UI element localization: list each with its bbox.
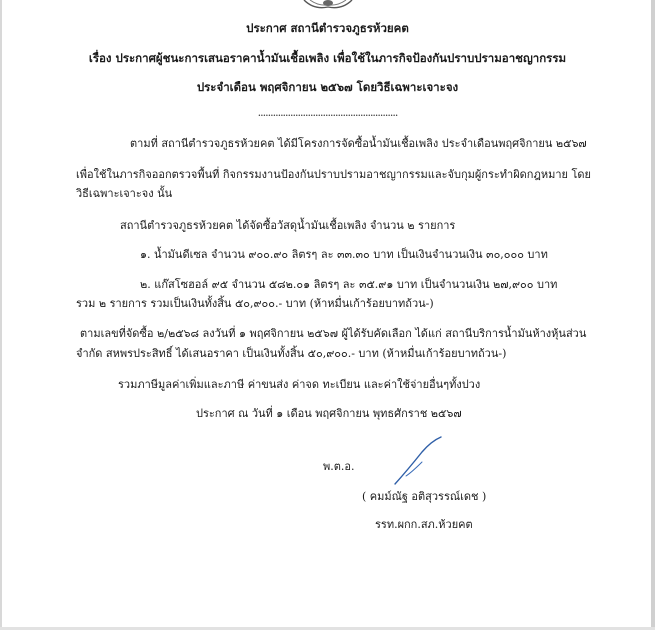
item-diesel: ๑. น้ำมันดีเซล จำนวน ๙๐๐.๙๐ ลิตรๆ ละ ๓๓.๓๐ บาท เป็นเงินจำนวนเงิน ๓๐,๐๐๐ บาท <box>140 248 548 261</box>
page-border-left <box>0 0 2 630</box>
announce-date: ประกาศ ณ วันที่ ๑ เดือน พฤศจิกายน พุทธศักราช ๒๕๖๗ <box>196 407 462 420</box>
award-line-2: จำกัด สหพรประสิทธิ์ ได้เสนอราคา เป็นเงินทั้งสิ้น ๕๐,๙๐๐.- บาท (ห้าหมื่นเก้าร้อยบาทถ้วน-) <box>76 347 507 360</box>
handwritten-signature-icon <box>392 436 444 488</box>
paragraph-1-line-1: ตามที่ สถานีตำรวจภูธรห้วยคต ได้มีโครงการจัดซื้อน้ำมันเชื้อเพลิง ประจำเดือนพฤศจิกายน ๒๕๖๗ <box>130 137 587 150</box>
signer-position: รรท.ผกก.สภ.ห้วยคต <box>375 518 473 531</box>
announcement-period: ประจำเดือน พฤศจิกายน ๒๕๖๗ โดยวิธีเฉพาะเจาะจง <box>196 80 459 94</box>
paragraph-2: สถานีตำรวจภูธรห้วยคต ได้จัดซื้อวัสดุน้ำมันเชื้อเพลิง จำนวน ๒ รายการ <box>120 219 456 232</box>
page-border-right <box>651 0 655 630</box>
total-amount: รวม ๒ รายการ รวมเป็นเงินทั้งสิ้น ๕๐,๙๐๐.- บาท (ห้าหมื่นเก้าร้อยบาทถ้วน-) <box>76 297 434 310</box>
signer-name: ( คมม์ณัฐ อติสุวรรณ์เดช ) <box>362 490 487 503</box>
paragraph-1-line-2: เพื่อใช้ในภารกิจออกตรวจพื้นที่ กิจกรรมงานป้องกันปราบปรามอาชญากรรมและจับกุมผู้กระทำผิดกฎหมาย โดย <box>76 168 591 181</box>
vat-note: รวมภาษีมูลค่าเพิ่มและภาษี ค่าขนส่ง ค่าจด ทะเบียน และค่าใช้จ่ายอื่นๆทั้งปวง <box>118 378 481 391</box>
item-gasohol-95: ๒. แก๊สโซฮอล์ ๙๕ จำนวน ๕๘๒.๐๑ ลิตรๆ ละ ๓๕.๙๑ บาท เป็นจำนวนเงิน ๒๗,๙๐๐ บาท <box>140 278 558 291</box>
signer-rank: พ.ต.อ. <box>323 460 355 473</box>
dotted-separator: ........................................................ <box>257 106 398 119</box>
announcement-subject: เรื่อง ประกาศผู้ชนะการเสนอราคาน้ำมันเชื้อเพลิง เพื่อใช้ในภารกิจป้องกันปราบปรามอาชญากรรม <box>88 51 567 65</box>
paragraph-1-line-3: วิธีเฉพาะเจาะจง นั้น <box>76 187 173 200</box>
announcement-title: ประกาศ สถานีตำรวจภูธรห้วยคต <box>246 21 409 35</box>
award-line-1: ตามเลขที่จัดซื้อ ๒/๒๕๖๘ ลงวันที่ ๑ พฤศจิกายน ๒๕๖๗ ผู้ได้รับคัดเลือก ได้แก่ สถานีบริการน้ำมันห้างหุ้นส่วน <box>80 327 587 340</box>
garuda-emblem-icon <box>300 0 356 10</box>
